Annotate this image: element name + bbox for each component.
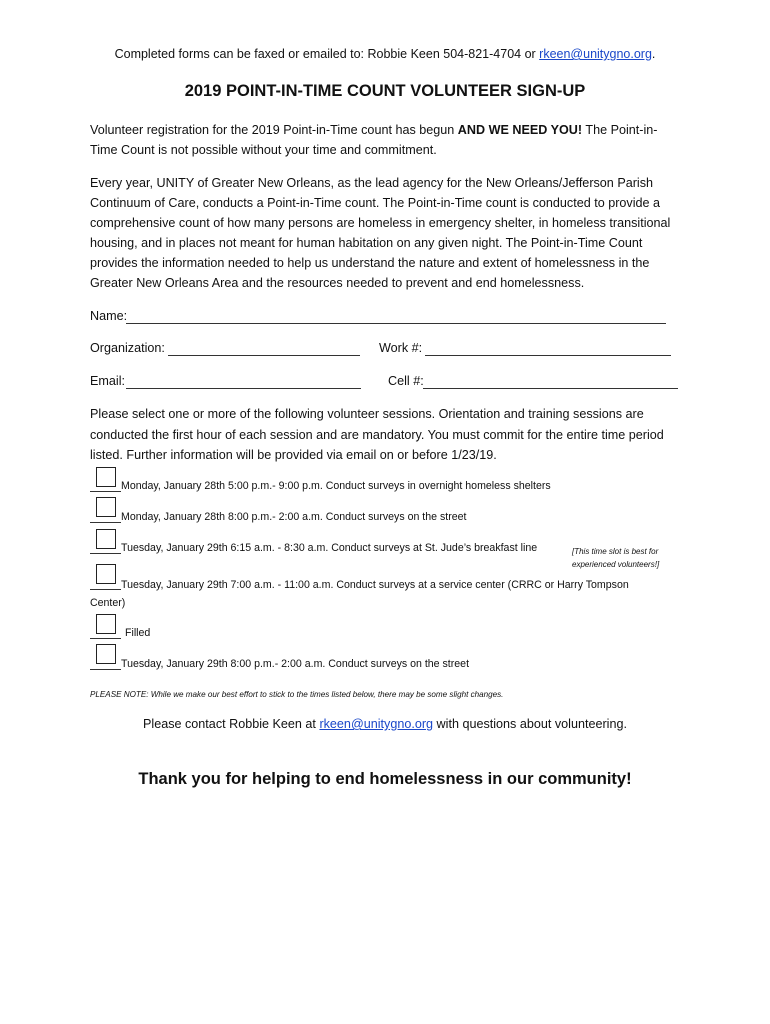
cell-phone-label: Cell #: xyxy=(388,374,424,388)
schedule-disclaimer: PLEASE NOTE: While we make our best effort to stick to the times listed below, there may be some slight changes. xyxy=(90,690,504,699)
session-6-checkbox[interactable] xyxy=(96,644,116,664)
intro-emphasis: AND WE NEED YOU! xyxy=(457,123,583,137)
session-3-checkbox[interactable] xyxy=(96,529,116,549)
session-4-checkbox[interactable] xyxy=(96,564,116,584)
session-2-underline xyxy=(90,522,121,523)
work-phone-input-line[interactable] xyxy=(425,355,671,356)
session-4-underline xyxy=(90,589,121,590)
page-title: 2019 POINT-IN-TIME COUNT VOLUNTEER SIGN-UP xyxy=(184,82,586,100)
session-5-underline xyxy=(90,638,121,639)
intro-text-2: The Point-in-Time Count is not possible without your time and commitment. xyxy=(90,123,658,157)
email-input-line[interactable] xyxy=(126,388,361,389)
description-paragraph: Every year, UNITY of Greater New Orleans, as the lead agency for the New Orleans/Jefferson Parish Continuum of Care, conducts a Point-in-Time count. The Point-in-Time count is conducted to provide a comprehensive count of how many persons are homeless in emergency shelter, in homeless transitional housing, and in places not meant for human habitation on any given night. The Point-in-Time Count provides the information needed to help us understand the nature and extent of homelessness in the Greater New Orleans Area and the resources needed to prevent and end homelessness. xyxy=(90,176,671,290)
session-2-label: Monday, January 28th 8:00 p.m.- 2:00 a.m. Conduct surveys on the street xyxy=(121,511,467,523)
contact-email-link[interactable]: rkeen@unitygno.org xyxy=(319,717,434,731)
submission-note-suffix: . xyxy=(651,47,656,61)
session-5-label: Filled xyxy=(125,627,151,639)
session-1-underline xyxy=(90,491,121,492)
instructions-paragraph: Please select one or more of the following volunteer sessions. Orientation and training sessions are conducted the first hour of each session and are mandatory. You must commit for the entire time period listed. Further information will be provided via email on or before 1/23/19. xyxy=(90,407,664,462)
session-5-checkbox[interactable] xyxy=(96,614,116,634)
session-3-underline xyxy=(90,553,121,554)
closing-message: Thank you for helping to end homelessness in our community! xyxy=(138,770,632,788)
cell-phone-input-line[interactable] xyxy=(423,388,678,389)
intro-text-1: Volunteer registration for the 2019 Point-in-Time count has begun xyxy=(90,123,458,137)
submission-note xyxy=(0,47,770,61)
session-3-label xyxy=(121,542,537,554)
organization-label: Organization: xyxy=(90,341,165,355)
session-3-text: Tuesday, January 29th 6:15 a.m. - 8:30 a.m. Conduct surveys at St. Jude’s breakfast line xyxy=(121,542,538,554)
session-4-label: Tuesday, January 29th 7:00 a.m. - 11:00 a.m. Conduct surveys at a service center (CRRC or Harry Tompson xyxy=(121,579,629,591)
name-label: Name: xyxy=(90,309,128,323)
submission-email-link[interactable]: rkeen@unitygno.org xyxy=(539,47,652,61)
contact-text: Please contact Robbie Keen at xyxy=(143,717,320,731)
session-6-underline xyxy=(90,669,121,670)
session-6-label: Tuesday, January 29th 8:00 p.m.- 2:00 a.m. Conduct surveys on the street xyxy=(121,658,470,670)
session-3-note-text: [This time slot is best for experienced volunteers!] xyxy=(572,547,660,569)
session-1-checkbox[interactable] xyxy=(96,467,116,487)
work-phone-label: Work #: xyxy=(379,341,423,355)
submission-note-text: Completed forms can be faxed or emailed to: Robbie Keen 504-821-4704 or xyxy=(114,47,540,61)
intro-paragraph xyxy=(90,120,680,160)
contact-line xyxy=(0,717,770,731)
contact-suffix: with questions about volunteering. xyxy=(433,717,627,731)
session-1-label: Monday, January 28th 5:00 p.m.- 9:00 p.m. Conduct surveys in overnight homeless shelters xyxy=(121,480,551,492)
session-4-label-continued: Center) xyxy=(90,597,126,609)
session-3-note xyxy=(572,545,682,571)
session-2-checkbox[interactable] xyxy=(96,497,116,517)
name-input-line[interactable] xyxy=(126,323,666,324)
organization-input-line[interactable] xyxy=(168,355,360,356)
email-label: Email: xyxy=(90,374,125,388)
